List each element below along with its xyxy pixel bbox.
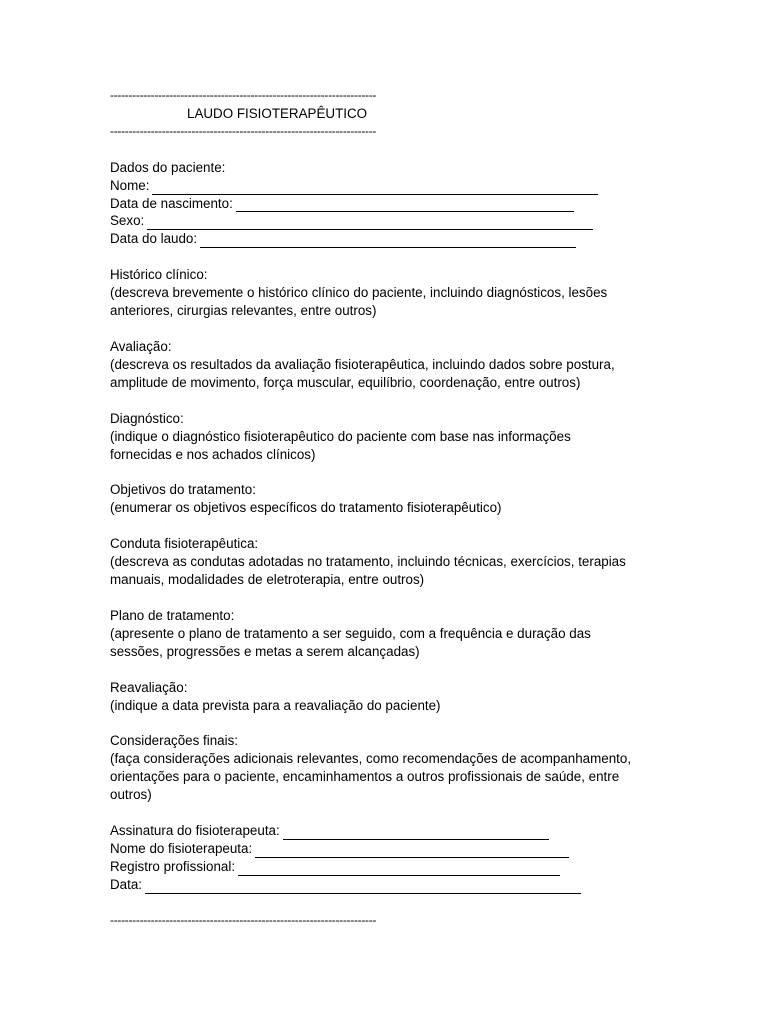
patient-name-field[interactable] <box>110 177 650 195</box>
blank-line[interactable] <box>145 880 581 894</box>
patient-sex-field[interactable] <box>110 212 650 230</box>
clinical-history-section <box>110 266 650 320</box>
blank-line[interactable] <box>283 826 549 840</box>
treatment-plan-section <box>110 607 650 661</box>
physio-signature-field[interactable] <box>110 822 650 840</box>
field-label: Data: <box>110 876 143 892</box>
patient-data-section <box>110 159 650 249</box>
section-heading: Avaliação: <box>110 338 172 354</box>
title-rule: ------------------------------------------------------------------------ <box>110 123 377 138</box>
bottom-rule: ------------------------------------------------------------------------ <box>110 912 377 927</box>
patient-data-heading: Dados do paciente: <box>110 159 226 175</box>
section-heading: Objetivos do tratamento: <box>110 482 256 498</box>
field-label: Assinatura do fisioterapeuta: <box>110 823 280 839</box>
blank-line[interactable] <box>238 862 560 876</box>
blank-line[interactable] <box>152 181 598 195</box>
section-text: (enumerar os objetivos específicos do tratamento fisioterapêutico) <box>110 500 502 516</box>
field-label: Nome do fisioterapeuta: <box>110 841 253 856</box>
section-heading: Considerações finais: <box>110 733 239 749</box>
section-text: (descreva as condutas adotadas no tratamento, incluindo técnicas, exercícios, terapias <box>110 554 626 570</box>
section-text: (faça considerações adicionais relevantes, como recomendações de acompanhamento, <box>110 751 632 767</box>
section-heading: Conduta fisioterapêutica: <box>110 536 259 552</box>
signature-section <box>110 822 650 894</box>
section-heading: Diagnóstico: <box>110 410 184 426</box>
treatment-goals-section <box>110 481 650 517</box>
blank-line[interactable] <box>255 844 569 858</box>
final-considerations-section <box>110 732 650 804</box>
document-body <box>110 87 650 930</box>
section-text: (indique a data prevista para a reavaliação do paciente) <box>110 697 441 713</box>
report-date-field[interactable] <box>110 230 650 248</box>
section-text: (indique o diagnóstico fisioterapêutico do paciente com base nas informações <box>110 428 571 444</box>
physio-conduct-section <box>110 535 650 589</box>
field-label: Data de nascimento: <box>110 195 233 211</box>
blank-line[interactable] <box>147 216 593 230</box>
section-text: (descreva brevemente o histórico clínico do paciente, incluindo diagnósticos, lesões <box>110 285 608 301</box>
section-heading: Reavaliação: <box>110 679 188 695</box>
top-rule: ------------------------------------------------------------------------ <box>110 88 377 102</box>
blank-line[interactable] <box>236 198 574 212</box>
section-heading: Plano de tratamento: <box>110 607 235 623</box>
field-label: Registro profissional: <box>110 858 236 874</box>
section-text: orientações para o paciente, encaminhamentos a outros profissionais de saúde, entre <box>110 769 620 785</box>
document-title: LAUDO FISIOTERAPÊUTICO <box>187 105 368 121</box>
section-heading: Histórico clínico: <box>110 267 208 283</box>
blank-line[interactable] <box>200 234 576 248</box>
section-text: manuais, modalidades de eletroterapia, entre outros) <box>110 572 425 588</box>
diagnosis-section <box>110 410 650 464</box>
field-label: Data do laudo: <box>110 231 198 247</box>
professional-registration-field[interactable] <box>110 858 650 876</box>
physio-name-field[interactable] <box>110 840 650 858</box>
reassessment-section <box>110 679 650 715</box>
section-text: (descreva os resultados da avaliação fisioterapêutica, incluindo dados sobre postura, <box>110 356 615 372</box>
signature-date-field[interactable] <box>110 876 650 894</box>
section-text: outros) <box>110 787 152 803</box>
section-text: amplitude de movimento, força muscular, equilíbrio, coordenação, entre outros) <box>110 374 581 390</box>
patient-birthdate-field[interactable] <box>110 195 650 213</box>
field-label: Sexo: <box>110 213 145 229</box>
section-text: anteriores, cirurgias relevantes, entre outros) <box>110 303 377 319</box>
field-label: Nome: <box>110 177 150 193</box>
assessment-section <box>110 338 650 392</box>
section-text: sessões, progressões e metas a serem alcançadas) <box>110 643 420 659</box>
section-text: (apresente o plano de tratamento a ser seguido, com a frequência e duração das <box>110 625 591 641</box>
section-text: fornecidas e nos achados clínicos) <box>110 446 316 462</box>
